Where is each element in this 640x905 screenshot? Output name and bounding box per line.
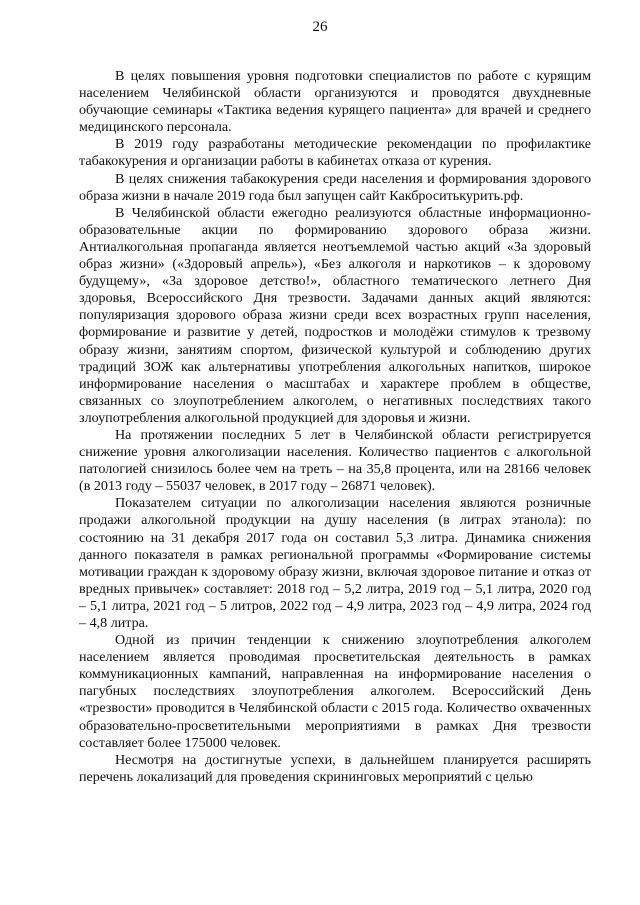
paragraph-seminars: В целях повышения уровня подготовки специалистов по работе с курящим населением Челябинской области организуются и проводятся двухдневные обучающие семинары «Тактика ведения курящего пациента» для врачей и среднего медицинского персонала.	[79, 68, 591, 136]
document-body	[79, 68, 591, 786]
page-number: 26	[312, 19, 328, 35]
paragraph-screening-plans: Несмотря на достигнутые успехи, в дальнейшем планируется расширять перечень локализаций для проведения скрининговых мероприятий с целью	[79, 751, 591, 785]
paragraph-alcoholization-decline: На протяжении последних 5 лет в Челябинской области регистрируется снижение уровня алкоголизации населения. Количество пациентов с алкогольной патологией снизилось более чем на треть – на 35,8 процента, или на 28166 человек (в 2013 году – 55037 человек, в 2017 году – 26871 человек).	[79, 426, 591, 495]
paragraph-methodical-recommendations: В 2019 году разработаны методические рекомендации по профилактике табакокурения и организации работы в кабинетах отказа от курения.	[79, 136, 591, 170]
paragraph-health-campaigns: В Челябинской области ежегодно реализуются областные информационно-образовательные акции по формированию здорового образа жизни. Антиалкогольная пропаганда является неотъемлемой частью акций «За здоровый образ жизни» («Здоровый апрель»), «Без алкоголя и наркотиков – к здоровому будущему», «За здоровое детство!», областного тематического летнего Дня здоровья, Всероссийского Дня трезвости. Задачами данных акций являются: популяризация здорового образа жизни среди всех возрастных групп населения, формирование и развитие у детей, подростков и молодёжи стимулов к трезвому образу жизни, занятиям спортом, физической культурой и соблюдению других традиций ЗОЖ как альтернативы употребления алкогольных напитков, широкое информирование населения о масштабах и характере проблем в обществе, связанных со злоупотреблением алкоголем, о негативных последствиях такого злоупотребления алкогольной продукцией для здоровья и жизни.	[79, 204, 591, 426]
paragraph-website-launch: В целях снижения табакокурения среди населения и формирования здорового образа жизни в начале 2019 года был запущен сайт Какброситькурить.рф.	[79, 170, 591, 204]
paragraph-retail-sales-indicator: Показателем ситуации по алкоголизации населения являются розничные продажи алкогольной продукции на душу населения (в литрах этанола): по состоянию на 31 декабря 2017 года он составил 5,3 литра. Динамика снижения данного показателя в рамках региональной программы «Формирование системы мотивации граждан к здоровому образу жизни, включая здоровое питание и отказ от вредных привычек» составляет: 2018 год – 5,2 литра, 2019 год – 5,1 литра, 2020 год – 5,1 литра, 2021 год – 5 литров, 2022 год – 4,9 литра, 2023 год – 4,9 литра, 2024 год – 4,8 литра.	[79, 495, 591, 631]
paragraph-awareness-activities: Одной из причин тенденции к снижению злоупотребления алкоголем населением является проводимая просветительская деятельность в рамках коммуникационных кампаний, направленная на информирование населения о пагубных последствиях злоупотребления алкоголем. Всероссийский День «трезвости» проводится в Челябинской области с 2015 года. Количество охваченных образовательно-просветительными мероприятиями в рамках Дня трезвости составляет более 175000 человек.	[79, 632, 591, 751]
